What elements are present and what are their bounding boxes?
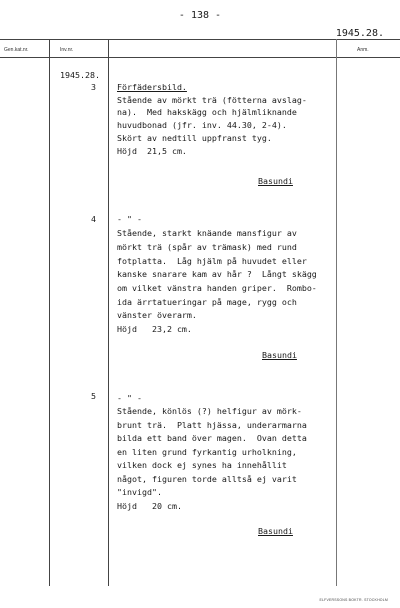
entry-line: Höjd 20 cm. (117, 501, 182, 511)
entry-line: Stående, starkt knäande mansfigur av (117, 228, 297, 238)
entry-line: kanske snarare kam av hår ? Långt skägg (117, 269, 317, 279)
entry-line: om vilket vänstra handen griper. Rombo- (117, 283, 317, 293)
entry-line: "invigd". (117, 487, 162, 497)
entry-line: bilda ett band över magen. Ovan detta (117, 433, 307, 443)
entry-line: Höjd 23,2 cm. (117, 324, 192, 334)
entry-ditto: - " - (117, 393, 142, 403)
header-bottom-rule (0, 57, 400, 58)
column-header-inv: Inv.nr. (60, 47, 74, 53)
entry-line: en liten grund fyrkantig urholkning, (117, 447, 297, 457)
entry-number: 4 (91, 214, 96, 224)
header-top-rule (0, 39, 400, 40)
entry-line: fotplatta. Låg hjälm på huvudet eller (117, 256, 307, 266)
entry-line: mörkt trä (spår av trämask) med rund (117, 242, 297, 252)
entry-ditto: - " - (117, 214, 142, 224)
entry-line: vänster överarm. (117, 310, 197, 320)
entry-line: ida ärrtatueringar på mage, rygg och (117, 297, 297, 307)
entry-line: brunt trä. Platt hjässa, underarmarna (117, 420, 307, 430)
accession-number: 1945.28. (60, 70, 100, 80)
entry-number: 3 (91, 82, 96, 92)
printer-imprint: ELFVERSSONS BOKTR. STOCKHOLM (319, 598, 388, 602)
entry-line: huvudbonad (jfr. inv. 44.30, 2-4). (117, 120, 287, 130)
accession-header: 1945.28. (335, 28, 384, 39)
column-rule-3 (336, 39, 337, 586)
entry-signature: Basundi (258, 176, 293, 186)
column-header-anm: Anm. (357, 47, 369, 53)
page-number: - 138 - (178, 10, 222, 21)
column-rule-1 (49, 39, 50, 586)
entry-line: Stående av mörkt trä (fötterna avslag- (117, 95, 307, 105)
entry-signature: Basundi (258, 526, 293, 536)
column-header-gen-kat: Gen.kat.nr. (4, 47, 29, 53)
entry-title: Förfädersbild. (117, 82, 187, 92)
entry-line: na). Med hakskägg och hjälmliknande (117, 107, 297, 117)
entry-line: Höjd 21,5 cm. (117, 146, 187, 156)
entry-number: 5 (91, 391, 96, 401)
entry-line: Stående, könlös (?) helfigur av mörk- (117, 406, 302, 416)
column-rule-2 (108, 39, 109, 586)
entry-line: Skört av nedtill uppfranst tyg. (117, 133, 272, 143)
entry-line: något, figuren torde alltså ej varit (117, 474, 297, 484)
entry-signature: Basundi (262, 350, 297, 360)
entry-line: vilken dock ej synes ha innehållit (117, 460, 287, 470)
